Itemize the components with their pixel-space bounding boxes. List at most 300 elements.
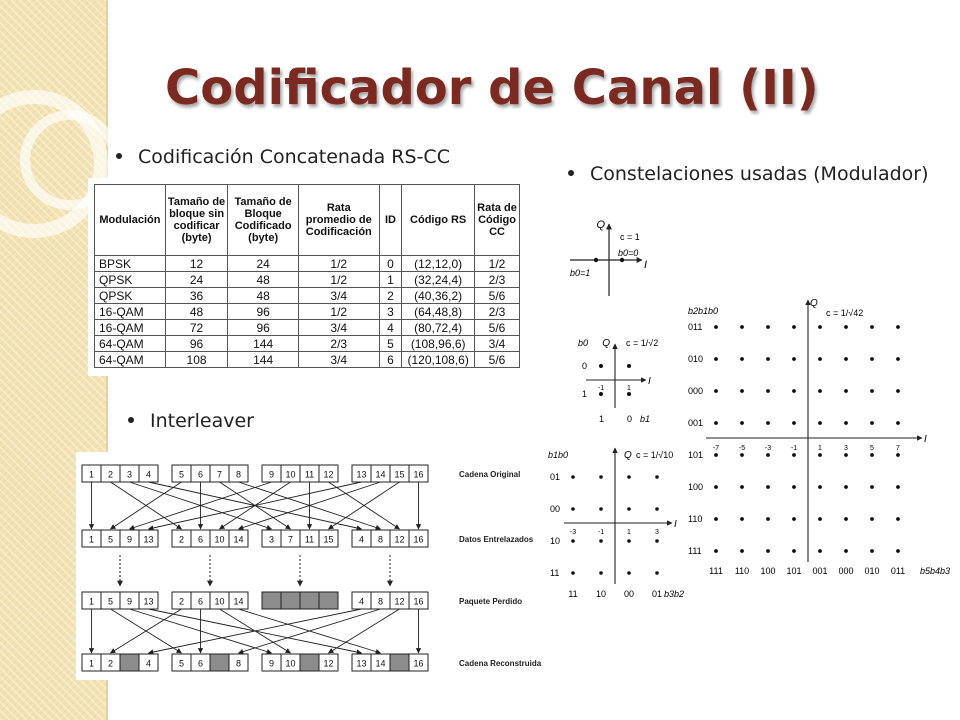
qam64-tick: -5 [738, 445, 746, 452]
rs-table-cell: 5 [379, 336, 402, 352]
interleaver-box-value: 1 [88, 596, 95, 607]
qam64-point [844, 357, 848, 361]
interleaver-box-value: 10 [214, 534, 225, 545]
qam64-point [766, 325, 770, 329]
interleaver-box-value: 14 [233, 596, 244, 607]
rs-table-cell: 0 [379, 256, 402, 272]
rs-table-row [95, 288, 520, 304]
rs-table-cell: 1/2 [298, 256, 379, 272]
qam16-col-bits: 11 [568, 589, 578, 599]
qam64-point [766, 549, 770, 553]
rs-table-row [95, 272, 520, 288]
interleaver-lost-box [281, 592, 300, 609]
interleaver-row-label: Paquete Perdido [459, 597, 523, 606]
rs-table-cell: (120,108,6) [402, 352, 475, 368]
rs-table-cell: (32,24,4) [402, 272, 475, 288]
qam64-tick: 5 [870, 445, 874, 452]
qam64-q-label: Q [810, 298, 818, 309]
qam16-tick: -1 [597, 529, 605, 536]
qam64-point [818, 421, 822, 425]
qam64-point [870, 389, 874, 393]
qam64-point [766, 453, 770, 457]
qam64-i-label: I [924, 434, 927, 445]
rs-table-cell: (64,48,8) [402, 304, 475, 320]
interleaver-box-value: 9 [268, 658, 275, 669]
qpsk-b1-label: b1 [640, 414, 651, 424]
qam64-point [714, 549, 718, 553]
rs-table-cell: 1/2 [298, 272, 379, 288]
interleaver-box-value: 2 [178, 534, 185, 545]
interleaver-box-value: 9 [126, 534, 133, 545]
bpsk-point [594, 258, 598, 262]
interleaver-diagram [76, 452, 556, 680]
rs-table-cell: 144 [228, 352, 299, 368]
qam64-row-bits: 101 [688, 450, 704, 460]
bpsk-b0-right: b0=0 [618, 248, 639, 258]
interleaver-box-value: 13 [356, 469, 367, 480]
qam64-point [740, 485, 744, 489]
rs-table-cell: 96 [228, 320, 299, 336]
qpsk-tick: -1 [598, 385, 605, 392]
bpsk-i-label: I [644, 259, 648, 271]
interleaver-box-value: 4 [358, 534, 365, 545]
bullet-constellations [568, 163, 929, 185]
qam16-tick: 1 [627, 529, 631, 536]
qam64-point [792, 325, 796, 329]
qam16-point [655, 507, 659, 511]
rs-table-cell: 2/3 [475, 304, 520, 320]
qam64-point [714, 485, 718, 489]
qam64-point [792, 485, 796, 489]
interleaver-lost-box [210, 654, 229, 671]
interleaver-box-value: 8 [377, 596, 384, 607]
rs-table-cell: 24 [228, 256, 299, 272]
qam64-tick: -7 [712, 445, 720, 452]
qam64-col-bits: 100 [760, 566, 776, 576]
interleaver-box-value: 16 [413, 534, 424, 545]
qam64-col-bits: 110 [734, 566, 750, 576]
rs-table-cell: 1 [379, 272, 402, 288]
rs-table-cell: QPSK [95, 272, 166, 288]
bpsk-q-label: Q [596, 219, 605, 231]
qam64-point [714, 421, 718, 425]
rs-table-cell: 72 [165, 320, 228, 336]
interleaver-box-value: 5 [178, 469, 185, 480]
rs-table-cell: 36 [165, 288, 228, 304]
qpsk-point [627, 392, 631, 396]
qam16-col-bits: 10 [595, 589, 607, 599]
rs-table-cell: 3/4 [298, 288, 379, 304]
qam64-row-bits: 111 [688, 546, 702, 556]
rs-table-cell: (108,96,6) [402, 336, 475, 352]
qam64-point [818, 325, 822, 329]
rs-table-header: Rata promedio de Codificación [298, 185, 379, 256]
qpsk-b0-label: b0 [578, 338, 589, 348]
interleaver-box-value: 2 [107, 658, 114, 669]
qam64-point [818, 453, 822, 457]
interleaver-box-value: 7 [287, 534, 294, 545]
qpsk-bit-top: 0 [582, 361, 588, 371]
rs-table-cell: 6 [379, 352, 402, 368]
qam64-tick: 3 [844, 445, 848, 452]
rs-table-cell: (80,72,4) [402, 320, 475, 336]
qam64-point [844, 453, 848, 457]
interleaver-box-value: 3 [126, 469, 133, 480]
interleaver-box-value: 11 [304, 534, 315, 545]
rs-cc-table-panel [88, 178, 520, 376]
qam64-point [740, 421, 744, 425]
qam64-row-bits: 100 [688, 482, 704, 492]
qam16-point [627, 507, 631, 511]
rs-table-cell: 5/6 [475, 352, 520, 368]
interleaver-box-value: 1 [88, 658, 95, 669]
interleaver-box-value: 4 [145, 658, 152, 669]
rs-table-row [95, 320, 520, 336]
qam64-point [870, 485, 874, 489]
interleaver-lost-box [300, 592, 319, 609]
qam64-row-bits: 011 [688, 322, 703, 332]
qam64-c-label: c = 1/√42 [826, 308, 864, 318]
qam64-col-bits: 001 [812, 566, 828, 576]
qam64-point [714, 357, 718, 361]
interleaver-box-value: 4 [145, 469, 152, 480]
qpsk-b1-bit-right: 0 [627, 414, 633, 424]
interleaver-box-value: 14 [233, 534, 244, 545]
qam16-tick: -3 [569, 529, 577, 536]
bullet-interleaver-text: Interleaver [150, 410, 254, 432]
qam64-point [792, 453, 796, 457]
rs-cc-table-body [95, 256, 520, 368]
qpsk-i-label: I [648, 376, 651, 387]
rs-table-cell: 96 [165, 336, 228, 352]
interleaver-background [76, 452, 556, 680]
slide-title: Codificador de Canal (II) [165, 60, 819, 116]
qam16-point [627, 475, 631, 479]
qam64-point [792, 421, 796, 425]
qam16-point [599, 507, 603, 511]
rs-table-cell: 48 [228, 288, 299, 304]
interleaver-box-value: 14 [375, 469, 386, 480]
qam16-col-bits: 00 [623, 589, 635, 599]
rs-table-header: Rata de Código CC [475, 185, 520, 256]
interleaver-box-value: 8 [235, 658, 242, 669]
bpsk-point [620, 258, 624, 262]
qam16-row-bits: 10 [550, 536, 561, 546]
rs-table-cell: 3/4 [298, 320, 379, 336]
qam64-tick: 1 [818, 445, 822, 452]
qam64-col-bits: 000 [838, 566, 854, 576]
rs-table-row [95, 304, 520, 320]
qam64-point [896, 485, 900, 489]
bullet-dot [116, 153, 122, 159]
interleaver-box-value: 15 [323, 534, 334, 545]
rs-table-row [95, 256, 520, 272]
qam64-point [740, 549, 744, 553]
qam64-row-bits: 010 [688, 354, 704, 364]
rs-table-cell: 3 [379, 304, 402, 320]
qam64-row-bits: 001 [688, 418, 704, 428]
rs-table-cell: (40,36,2) [402, 288, 475, 304]
interleaver-row-label: Datos Entrelazados [459, 535, 534, 544]
interleaver-box-value: 4 [358, 596, 365, 607]
rs-table-cell: (12,12,0) [402, 256, 475, 272]
qpsk-b1-bit-left: 1 [599, 414, 605, 424]
interleaver-box-value: 13 [143, 596, 154, 607]
rs-table-cell: 3/4 [298, 352, 379, 368]
qam16-q-label: Q [624, 450, 632, 461]
qam64-point [844, 485, 848, 489]
qam16-point [655, 539, 659, 543]
rs-table-cell: 48 [228, 272, 299, 288]
qam64-point [740, 517, 744, 521]
rs-table-cell: 3/4 [475, 336, 520, 352]
interleaver-box-value: 13 [143, 534, 154, 545]
rs-table-cell: 2/3 [475, 272, 520, 288]
qam64-point [896, 389, 900, 393]
bullet-constellations-text: Constelaciones usadas (Modulador) [590, 163, 929, 185]
rs-table-cell: 12 [165, 256, 228, 272]
bullet-rs-cc-text: Codificación Concatenada RS-CC [138, 146, 450, 168]
interleaver-box-value: 5 [107, 534, 114, 545]
qam64-point [870, 325, 874, 329]
interleaver-box-value: 2 [107, 469, 114, 480]
rs-table-cell: 2 [379, 288, 402, 304]
qam64-tick: -3 [764, 445, 772, 452]
rs-table-header: Modulación [95, 185, 166, 256]
qam16-point [599, 539, 603, 543]
interleaver-box-value: 10 [285, 469, 296, 480]
qam64-col-bits: 011 [890, 566, 906, 576]
qam64-point [896, 421, 900, 425]
interleaver-lost-box [120, 654, 139, 671]
qpsk-tick: 1 [627, 385, 631, 392]
qam64-point [714, 453, 718, 457]
qam64-point [818, 549, 822, 553]
interleaver-box-value: 15 [394, 469, 405, 480]
interleaver-box-value: 12 [323, 469, 334, 480]
qam16-point [571, 539, 575, 543]
interleaver-box-value: 2 [178, 596, 185, 607]
qam64-point [870, 357, 874, 361]
rs-table-cell: 96 [228, 304, 299, 320]
qam64-point [766, 357, 770, 361]
qam64-b2b1b0-label: b2b1b0 [688, 306, 719, 316]
qam64-point [740, 453, 744, 457]
rs-table-header: ID [379, 185, 402, 256]
rs-table-cell: 1/2 [298, 304, 379, 320]
interleaver-box-value: 9 [126, 596, 133, 607]
interleaver-box-value: 6 [197, 658, 204, 669]
qam64-point [714, 325, 718, 329]
qam64-point [818, 517, 822, 521]
bpsk-b0-left: b0=1 [570, 268, 591, 278]
qpsk-bit-bottom: 1 [582, 389, 588, 399]
rs-table-cell: 48 [165, 304, 228, 320]
rs-table-cell: 108 [165, 352, 228, 368]
interleaver-box-value: 5 [107, 596, 114, 607]
bullet-rs-cc [116, 146, 450, 168]
qam16-point [599, 571, 603, 575]
qam16-row-bits: 00 [550, 504, 561, 514]
bpsk-constellation [566, 216, 656, 298]
qam16-points [550, 472, 662, 599]
qam64-point [740, 389, 744, 393]
qam64-point [870, 453, 874, 457]
qam64-point [766, 389, 770, 393]
qam64-row-bits: 000 [688, 386, 704, 396]
qam64-point [844, 325, 848, 329]
qam64-row-bits: 110 [688, 514, 703, 524]
rs-table-cell: QPSK [95, 288, 166, 304]
qam16-col-bits: 01 [651, 589, 663, 599]
rs-table-cell: 4 [379, 320, 402, 336]
qam64-point [870, 421, 874, 425]
qam64-point [844, 389, 848, 393]
qam64-points [688, 322, 905, 576]
qam16-point [627, 539, 631, 543]
rs-table-row [95, 352, 520, 368]
qam16-i-label: I [674, 519, 677, 530]
interleaver-row-label: Cadena Reconstruida [459, 659, 542, 668]
qam64-point [896, 517, 900, 521]
qam64-point [740, 357, 744, 361]
qam16-c-label: c = 1/√10 [636, 450, 674, 460]
rs-table-cell: 24 [165, 272, 228, 288]
interleaver-lost-box [262, 592, 281, 609]
qam64-tick: -1 [790, 445, 798, 452]
interleaver-lost-box [390, 654, 409, 671]
interleaver-box-value: 13 [356, 658, 367, 669]
rs-cc-table-header-row [95, 185, 520, 256]
rs-table-cell: 1/2 [475, 256, 520, 272]
rs-table-cell: 64-QAM [95, 336, 166, 352]
interleaver-box-value: 14 [375, 658, 386, 669]
interleaver-box-value: 1 [88, 469, 95, 480]
rs-cc-table [94, 184, 520, 368]
qam16-point [599, 475, 603, 479]
interleaver-box-value: 6 [197, 596, 204, 607]
interleaver-box-value: 6 [197, 469, 204, 480]
rs-table-cell: 16-QAM [95, 304, 166, 320]
qam64-point [844, 517, 848, 521]
qam16-tick: 3 [655, 529, 659, 536]
rs-table-cell: 5/6 [475, 288, 520, 304]
qpsk-constellation [570, 330, 690, 430]
qpsk-point [627, 364, 631, 368]
rs-table-header: Tamaño de Bloque Codificado (byte) [228, 185, 299, 256]
interleaver-box-value: 16 [413, 658, 424, 669]
qam64-point [870, 517, 874, 521]
interleaver-box-value: 5 [178, 658, 185, 669]
interleaver-box-value: 8 [377, 534, 384, 545]
interleaver-box-value: 12 [394, 534, 405, 545]
qam64-point [792, 389, 796, 393]
qam16-point [655, 475, 659, 479]
interleaver-box-value: 9 [268, 469, 275, 480]
qam16-point [571, 571, 575, 575]
bullet-dot [568, 170, 574, 176]
qam64-point [766, 485, 770, 489]
rs-table-row [95, 336, 520, 352]
qam64-point [896, 453, 900, 457]
interleaver-box-value: 10 [285, 658, 296, 669]
qam16-point [627, 571, 631, 575]
bpsk-c-label: c = 1 [620, 232, 640, 242]
qam64-point [844, 421, 848, 425]
interleaver-box-value: 12 [323, 658, 334, 669]
qam16-point [571, 475, 575, 479]
qam64-point [844, 549, 848, 553]
qam64-point [766, 517, 770, 521]
interleaver-box-value: 1 [88, 534, 95, 545]
qam16-b1b0-label: b1b0 [548, 450, 569, 460]
qam64-b5b4b3-label: b5b4b3 [920, 566, 951, 576]
interleaver-row-label: Cadena Original [459, 470, 521, 479]
interleaver-box-value: 8 [235, 469, 242, 480]
interleaver-lost-box [319, 592, 338, 609]
qam64-point [896, 325, 900, 329]
qam64-point [714, 517, 718, 521]
qam64-col-bits: 101 [786, 566, 802, 576]
interleaver-lost-box [300, 654, 319, 671]
qpsk-c-label: c = 1/√2 [626, 338, 659, 348]
interleaver-box-value: 7 [216, 469, 223, 480]
qam64-tick: 7 [896, 445, 900, 452]
rs-table-cell: 2/3 [298, 336, 379, 352]
interleaver-box-value: 11 [304, 469, 315, 480]
qam64-point [766, 421, 770, 425]
interleaver-box-value: 16 [413, 596, 424, 607]
rs-table-cell: 144 [228, 336, 299, 352]
interleaver-box-value: 10 [214, 596, 225, 607]
qam64-point [714, 389, 718, 393]
qam64-point [870, 549, 874, 553]
qam64-point [896, 549, 900, 553]
qpsk-point [599, 392, 603, 396]
qam64-point [896, 357, 900, 361]
rs-table-cell: 5/6 [475, 320, 520, 336]
qam64-point [818, 357, 822, 361]
qam16-constellation [546, 444, 686, 604]
qam16-row-bits: 01 [550, 472, 561, 482]
rs-table-cell: 16-QAM [95, 320, 166, 336]
rs-table-cell: 64-QAM [95, 352, 166, 368]
qam16-b3b2-label: b3b2 [664, 589, 685, 599]
qam64-col-bits: 111 [709, 566, 723, 576]
qam64-col-bits: 010 [864, 566, 880, 576]
qam16-row-bits: 11 [550, 568, 560, 578]
qam64-point [792, 549, 796, 553]
bullet-dot [128, 417, 134, 423]
rs-table-header: Código RS [402, 185, 475, 256]
qpsk-point [599, 364, 603, 368]
qam64-point [740, 325, 744, 329]
qam64-point [818, 485, 822, 489]
rs-table-header: Tamaño de bloque sin codificar (byte) [165, 185, 228, 256]
qam64-point [792, 517, 796, 521]
interleaver-box-value: 3 [268, 534, 275, 545]
qpsk-q-label: Q [602, 338, 610, 349]
qam64-point [818, 389, 822, 393]
qam64-point [792, 357, 796, 361]
qam64-constellation [684, 294, 956, 580]
bullet-interleaver [128, 410, 254, 432]
qam16-point [655, 571, 659, 575]
interleaver-box-value: 12 [394, 596, 405, 607]
interleaver-box-value: 16 [413, 469, 424, 480]
interleaver-box-value: 6 [197, 534, 204, 545]
rs-table-cell: BPSK [95, 256, 166, 272]
